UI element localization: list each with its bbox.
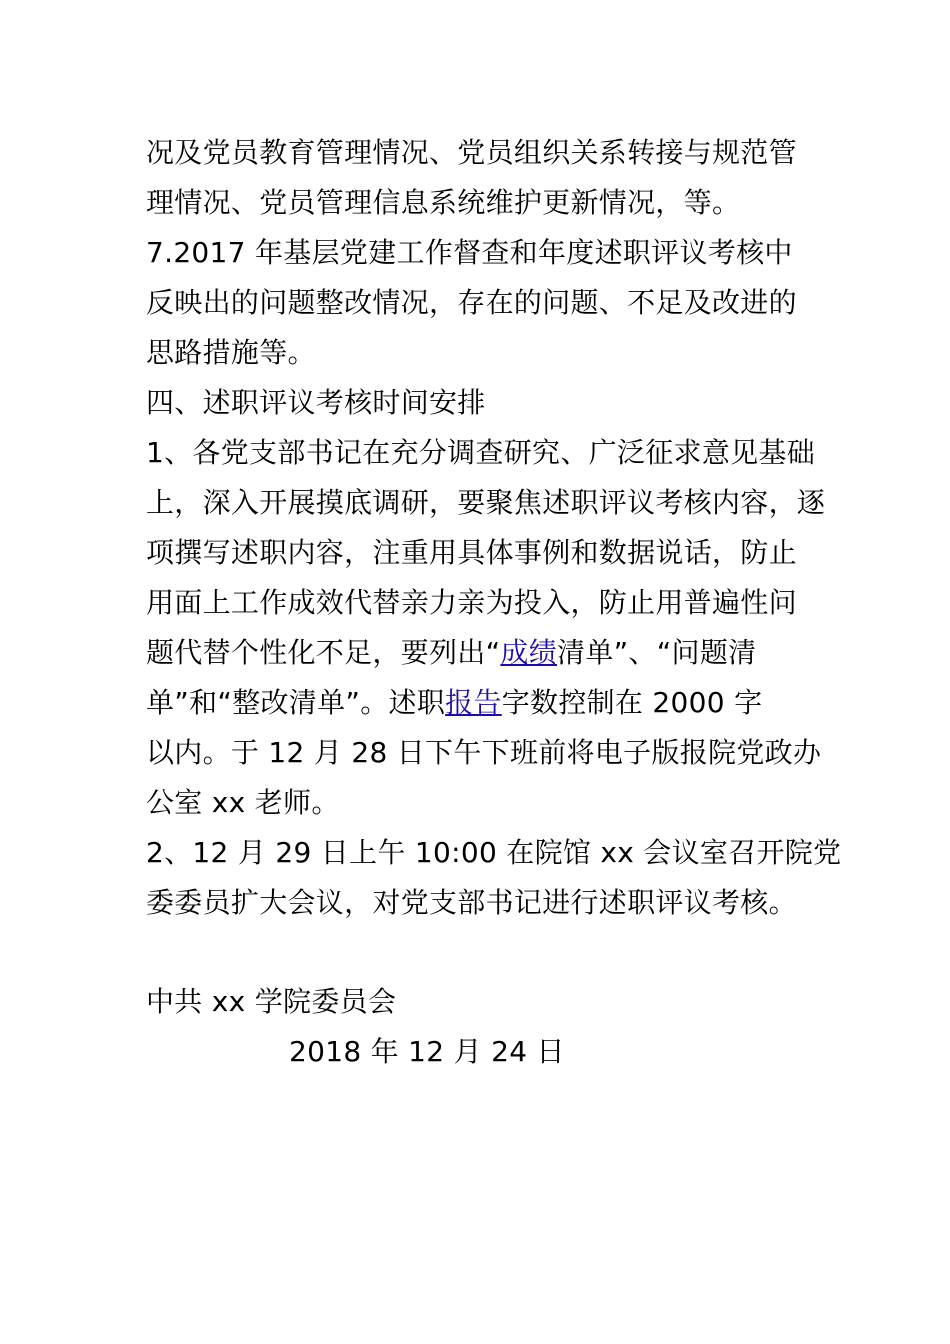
signature: 中共 xx 学院委员会	[146, 985, 397, 1018]
text-line-11-after: 清单”、“问题清	[557, 636, 757, 669]
achievement-link[interactable]: 成绩	[500, 636, 558, 669]
text-line-12-before: 单”和“整改清单”。述职	[146, 686, 446, 719]
text-line-8: 上，深入开展摸底调研，要聚焦述职评议考核内容，逐	[146, 486, 826, 519]
text-line-5: 思路措施等。	[146, 336, 316, 369]
text-line-10: 用面上工作成效代替亲力亲为投入，防止用普遍性问	[146, 586, 797, 619]
text-line-12-after: 字数控制在 2000 字	[501, 686, 763, 719]
text-line-4: 反映出的问题整改情况，存在的问题、不足及改进的	[146, 286, 797, 319]
text-line-14: 公室 xx 老师。	[146, 786, 340, 819]
document-date: 2018 年 12 月 24 日	[289, 1035, 565, 1068]
text-line-2: 理情况、党员管理信息系统维护更新情况，等。	[146, 186, 741, 219]
text-line-11	[146, 636, 756, 670]
text-line-1: 况及党员教育管理情况、党员组织关系转接与规范管	[146, 136, 797, 169]
text-line-13: 以内。于 12 月 28 日下午下班前将电子版报院党政办	[146, 736, 822, 769]
text-line-16: 委委员扩大会议，对党支部书记进行述职评议考核。	[146, 886, 797, 919]
text-line-7: 1、各党支部书记在充分调查研究、广泛征求意见基础	[146, 436, 816, 469]
report-link[interactable]: 报告	[445, 686, 502, 719]
text-line-15: 2、12 月 29 日上午 10:00 在院馆 xx 会议室召开院党	[146, 836, 842, 869]
text-line-9: 项撰写述职内容，注重用具体事例和数据说话，防止	[146, 536, 797, 569]
text-line-3: 7.2017 年基层党建工作督查和年度述职评议考核中	[146, 236, 793, 269]
text-line-11-before: 题代替个性化不足，要列出“	[146, 636, 501, 669]
section-heading: 四、述职评议考核时间安排	[146, 386, 486, 419]
text-line-12	[146, 686, 762, 720]
